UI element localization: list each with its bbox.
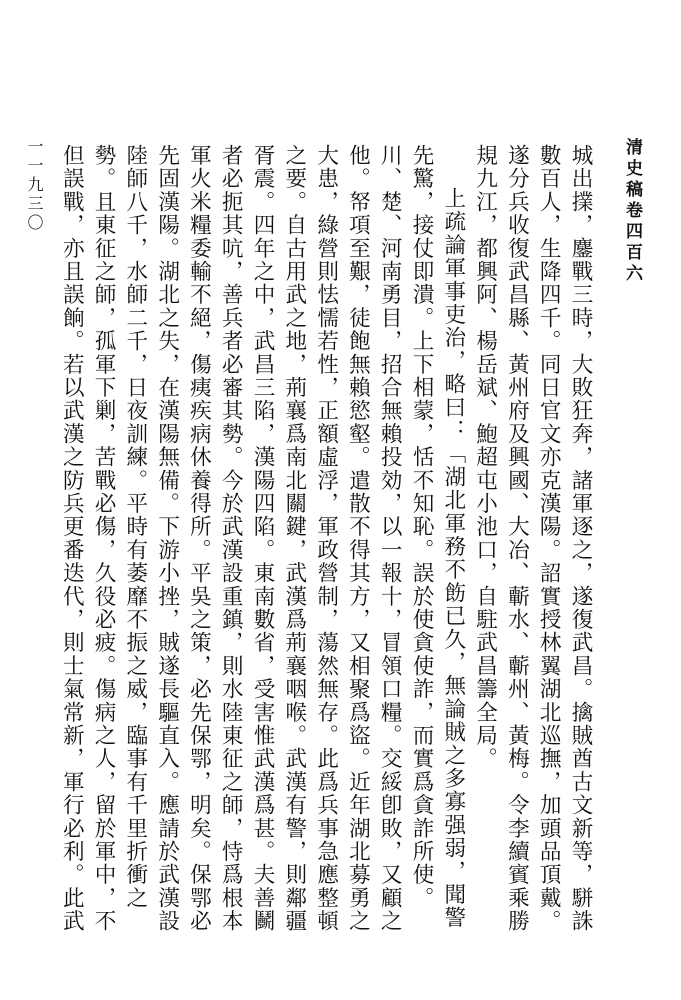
running-header-title: 清史稿卷四百六	[622, 138, 642, 285]
main-text-block	[36, 144, 596, 944]
page-number: 一一九三〇	[25, 138, 44, 233]
paragraph-1: 城出擈，鏖戰三時，大敗狂奔，諸軍逐之，遂復武昌。擒賊酋古文新等，駢誅數百人，生降四千。同日官文亦克漢陽。詔實授林翼湖北巡撫，加頭品頂戴。遂分兵收復武昌縣、黃州府及興國、大冶、蘄水、蘄州、黃梅。令李續賓乘勝規九江，都興阿、楊岳斌、鮑超屯小池口，自駐武昌籌全局。	[472, 144, 593, 933]
paragraph-2: 上疏論軍事吏治，略曰：「湖北軍務不飭已久，無論賊之多寡强弱，聞警先驚，接仗即潰。上下相蒙，恬不知恥。誤於使貪使詐，而實爲貪詐所使。川、楚、河南勇目，招合無賴投効，以一報十，冒領口糧。交綏卽敗，又顧之他。帑項至艱，徒飽無賴慾壑。遣散不得其方，又相聚爲盜。近年湖北募勇之大患，綠營則怯懦若性，正額虛浮，軍政營制，蕩然無存。此爲兵事急應整頓之要。自古用武之地，荊襄爲南北關鍵，武漢爲荊襄咽喉。武漢有警，則鄰疆胥震。四年之中，武昌三陷，漢陽四陷。東南數省，受害惟武漢爲甚。夫善鬭者必扼其吭，善兵者必審其勢。今於武漢設重鎮，則水陸東征之師，恃爲根本軍火米糧委輸不絕，傷痍疾病休養得所。平吳之策，必先保鄂，明矣。保鄂必先固漢陽。湖北之失，在漢陽無備。下游小挫，賊遂長驅直入。應請於武漢設陸師八千，水師二千，日夜訓練。平時有萎靡不振之威，臨事有千里折衝之勢。且東征之師，孤軍下剿，苦戰必傷，久役必疲。傷病之人，留於軍中，不但誤戰，亦且誤餉。若以武漢之防兵更番迭代，則士氣常新，軍行必利。此武	[59, 144, 466, 933]
